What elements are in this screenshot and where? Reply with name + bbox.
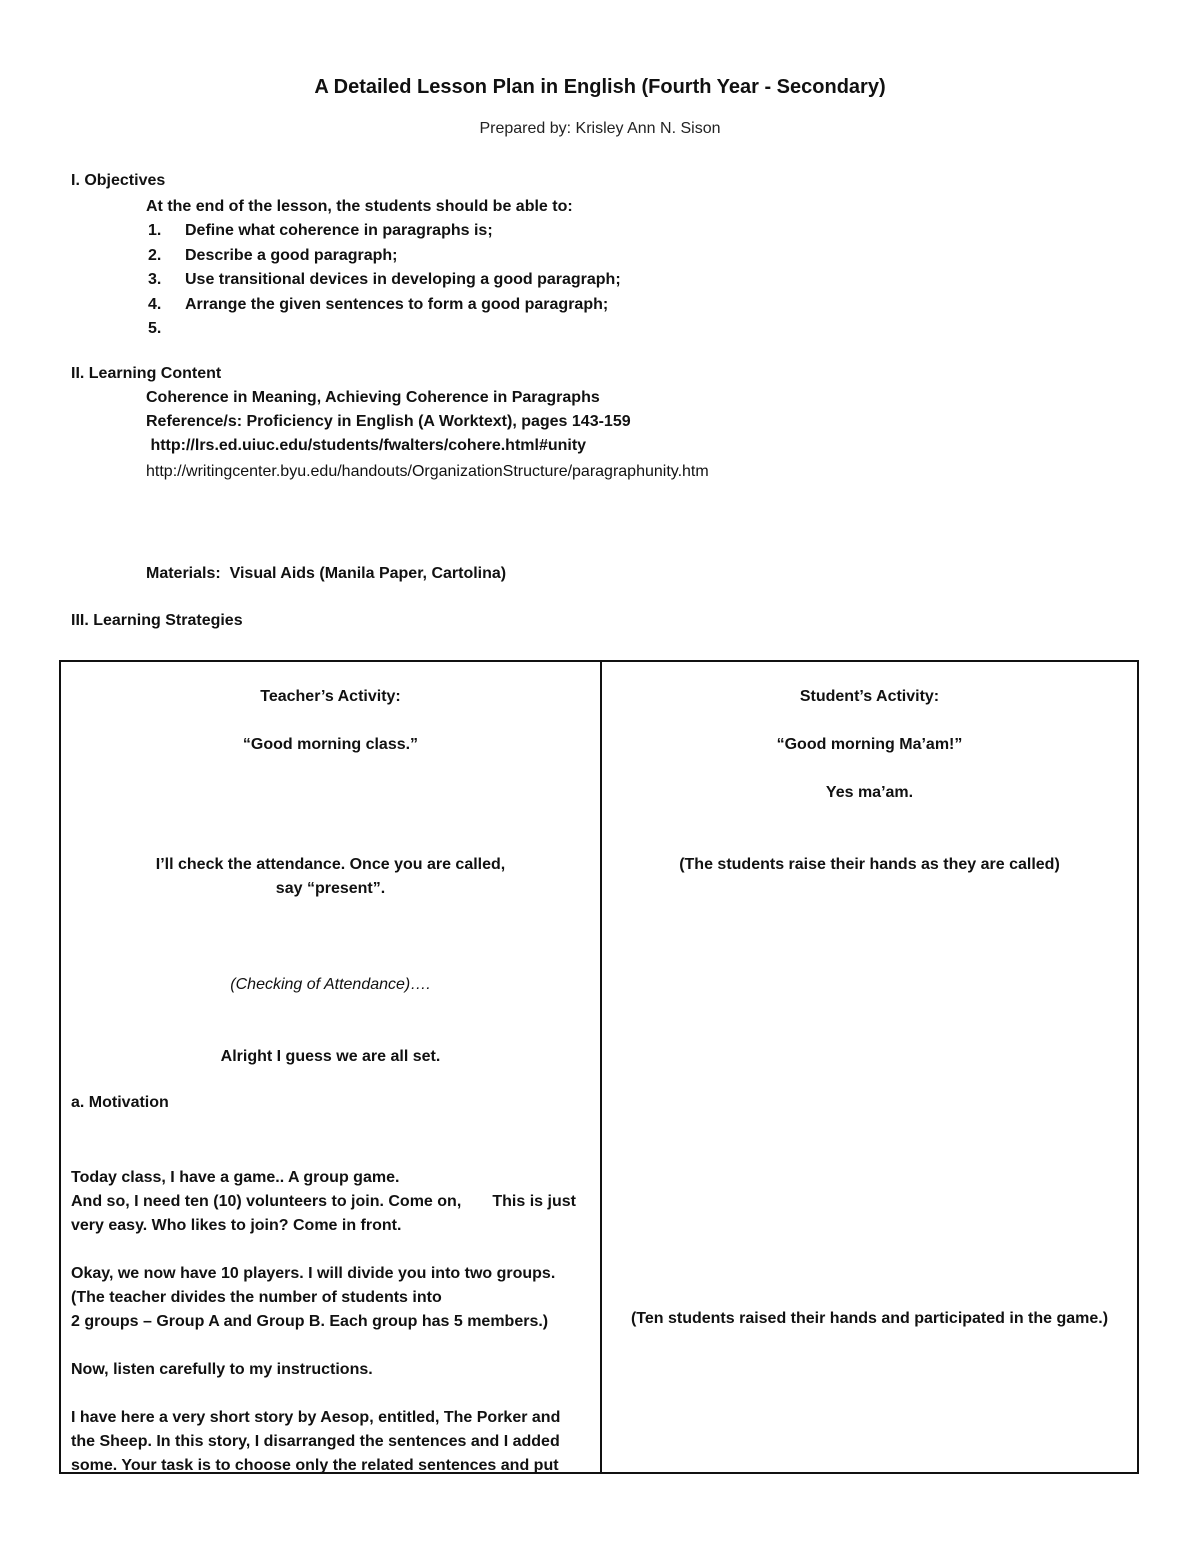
teacher-story-instructions: I have here a very short story by Aesop, entitled, The Porker and the Sheep. In this story, I disarranged the sentences and I added some. Your task is to choose only the related sentences and put <box>71 1409 561 1474</box>
objective-item: 1. Define what coherence in paragraphs is; <box>148 222 493 239</box>
objective-item: 3. Use transitional devices in developing a good paragraph; <box>148 271 621 288</box>
student-raise-hands: (The students raise their hands as they are called) <box>679 856 1060 873</box>
teacher-game-intro: Today class, I have a game.. A group game. And so, I need ten (10) volunteers to join. Come on, This is just very easy. Who likes to join? Come in front. <box>71 1169 581 1234</box>
teacher-column <box>61 662 600 1472</box>
learning-content-reference: Reference/s: Proficiency in English (A Worktext), pages 143-159 <box>146 413 631 430</box>
teacher-greeting: “Good morning class.” <box>242 736 419 753</box>
document-title: A Detailed Lesson Plan in English (Fourth Year - Secondary) <box>314 76 886 98</box>
objective-item: 5. <box>148 320 162 337</box>
reference-url-2: http://writingcenter.byu.edu/handouts/OrganizationStructure/paragraphunity.htm <box>146 463 709 480</box>
objectives-list <box>148 222 621 345</box>
objective-item: 4. Arrange the given sentences to form a good paragraph; <box>148 295 609 313</box>
prepared-by: Prepared by: Krisley Ann N. Sison <box>479 120 721 137</box>
student-header: Student’s Activity: <box>799 688 940 705</box>
student-greeting: “Good morning Ma’am!” <box>776 736 963 753</box>
teacher-all-set: Alright I guess we are all set. <box>220 1048 441 1065</box>
objective-item: 2. Describe a good paragraph; <box>148 246 398 264</box>
teacher-checking-attendance: (Checking of Attendance)…. <box>230 976 431 993</box>
motivation-heading: a. Motivation <box>71 1094 169 1111</box>
materials: Materials: Visual Aids (Manila Paper, Cartolina) <box>146 565 507 582</box>
teacher-header: Teacher’s Activity: <box>260 688 401 705</box>
student-column <box>602 662 1137 1472</box>
objectives-intro: At the end of the lesson, the students should be able to: <box>146 198 573 215</box>
learning-content-topic: Coherence in Meaning, Achieving Coherence in Paragraphs <box>146 389 600 406</box>
reference-url-1: http://lrs.ed.uiuc.edu/students/fwalters/cohere.html#unity <box>146 437 587 454</box>
teacher-attendance-line-1: I’ll check the attendance. Once you are called, <box>155 856 506 873</box>
teacher-attendance-line-2: say “present”. <box>275 880 386 897</box>
activity-table <box>59 660 1139 1474</box>
teacher-listen: Now, listen carefully to my instructions. <box>71 1361 373 1378</box>
student-participate: (Ten students raised their hands and participated in the game.) <box>630 1310 1109 1327</box>
teacher-players: Okay, we now have 10 players. I will divide you into two groups. (The teacher divides the number of students into 2 groups – Group A and Group B. Each group has 5 members.) <box>71 1265 556 1330</box>
student-yes: Yes ma’am. <box>825 784 914 801</box>
learning-strategies-heading: III. Learning Strategies <box>71 612 243 629</box>
objectives-heading: I. Objectives <box>71 172 166 189</box>
learning-content-heading: II. Learning Content <box>71 365 222 382</box>
